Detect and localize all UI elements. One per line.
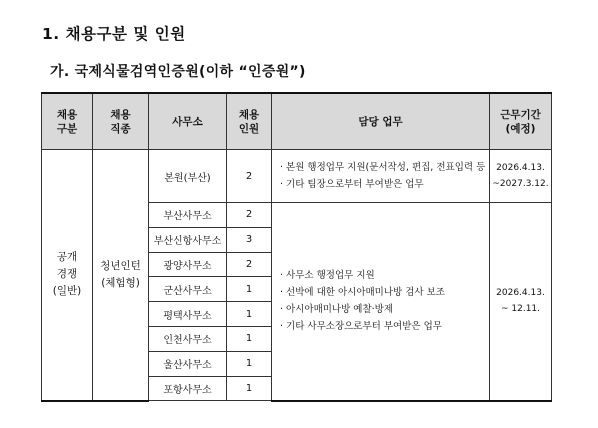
cell-count: 2 bbox=[227, 150, 272, 203]
header-office: 사무소 bbox=[149, 93, 227, 150]
cell-count: 2 bbox=[227, 203, 272, 228]
subsection-heading: 가. 국제식물검역인증원(이하 “인증원”) bbox=[50, 64, 306, 80]
cell-duty-branches: · 사무소 행정업무 지원 · 선박에 대한 아시아매미나방 검사 보조 · 아시아매미나방 예찰·방제 · 기타 사무소장으로부터 부여받은 업무 bbox=[272, 203, 490, 401]
cell-count: 3 bbox=[227, 227, 272, 252]
cell-office: 포항사무소 bbox=[149, 376, 227, 401]
header-period: 근무기간 (예정) bbox=[490, 93, 552, 150]
table-row-hq bbox=[42, 150, 552, 203]
cell-count: 1 bbox=[227, 302, 272, 327]
cell-count: 1 bbox=[227, 277, 272, 302]
cell-office: 본원(부산) bbox=[149, 150, 227, 203]
cell-office: 평택사무소 bbox=[149, 302, 227, 327]
cell-count: 1 bbox=[227, 326, 272, 351]
header-duty: 담당 업무 bbox=[272, 93, 490, 150]
cell-period-hq: 2026.4.13. ~2027.3.12. bbox=[490, 150, 552, 203]
recruitment-table bbox=[41, 92, 552, 402]
cell-office: 부산사무소 bbox=[149, 203, 227, 228]
header-job: 채용 직종 bbox=[93, 93, 149, 150]
cell-recruit-type: 공개 경쟁 (일반) bbox=[42, 150, 93, 401]
cell-office: 부산신항사무소 bbox=[149, 227, 227, 252]
cell-job-type: 청년인턴 (체험형) bbox=[93, 150, 149, 401]
cell-period-branches: 2026.4.13. ~ 12.11. bbox=[490, 203, 552, 401]
cell-office: 인천사무소 bbox=[149, 326, 227, 351]
cell-duty-hq: · 본원 행정업무 지원(문서작성, 편집, 전표입력 등 · 기타 팀장으로부터 부여받은 업무 bbox=[272, 150, 490, 203]
cell-office: 울산사무소 bbox=[149, 351, 227, 376]
cell-count: 1 bbox=[227, 376, 272, 401]
cell-count: 2 bbox=[227, 252, 272, 277]
header-count: 채용 인원 bbox=[227, 93, 272, 150]
header-row bbox=[42, 93, 552, 150]
cell-office: 군산사무소 bbox=[149, 277, 227, 302]
cell-count: 1 bbox=[227, 351, 272, 376]
cell-office: 광양사무소 bbox=[149, 252, 227, 277]
header-type: 채용 구분 bbox=[42, 93, 93, 150]
section-heading: 1. 채용구분 및 인원 bbox=[42, 25, 186, 43]
